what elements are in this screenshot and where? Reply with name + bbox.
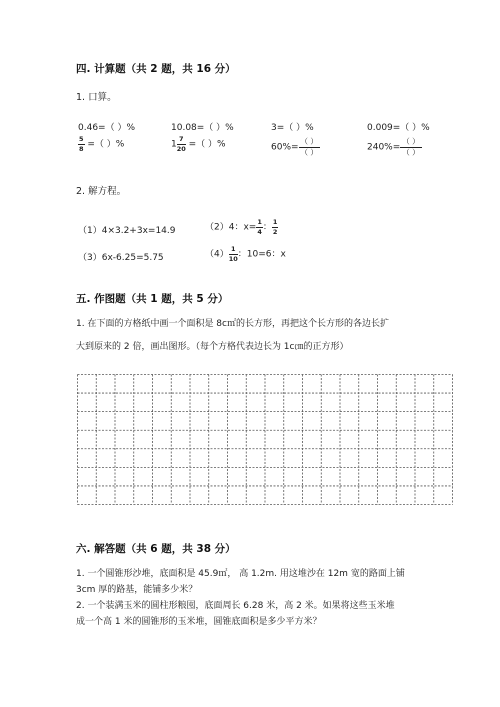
fraction: $\frac{1}{10}$ [228, 245, 238, 263]
oral-calc-item: 1 $\frac{7}{20}$ =（ ）% [171, 135, 226, 153]
fraction: $\frac{5}{8}$ [79, 135, 84, 153]
word-problem-line: 1. 一个圆锥形沙堆，底面积是 45.9㎡， 高 1.2m. 用这堆沙在 12m 宽的路面上铺 [76, 569, 405, 579]
equation-1: （1）4×3.2+3x=14.9 [78, 226, 176, 236]
drawing-question-line: 1. 在下面的方格纸中画一个面积是 8c㎡的长方形，再把这个长方形的各边长扩 [76, 319, 389, 329]
fraction: $\frac{1}{2}$ [272, 218, 278, 236]
equation-3: （3）6x-6.25=5.75 [78, 253, 164, 263]
oral-calc-item: 60%= $\frac{( )}{( )}$ [271, 137, 318, 157]
q1-label: 1. 口算。 [76, 92, 117, 103]
section5-title: 五. 作图题（共 1 题，共 5 分） [76, 293, 229, 305]
equation-4: （4） $\frac{1}{10}$ ：10=6：x [205, 245, 286, 263]
word-problem-line: 成一个高 1 米的圆锥形的玉米堆，圆锥底面积是多少平方米？ [76, 617, 322, 627]
equation-2: （2）4：x= $\frac{1}{4}$ ： $\frac{1}{2}$ [205, 218, 278, 236]
fraction: $\frac{1}{4}$ [257, 218, 262, 236]
oral-calc-item: 0.46=（ ）% [78, 123, 135, 133]
square-grid-paper[interactable] [77, 374, 453, 505]
oral-calc-item: 240%= $\frac{( )}{( )}$ [367, 137, 420, 157]
word-problem-line: 2. 一个装满玉米的圆柱形粮囤，底面周长 6.28 米，高 2 米。如果将这些玉米堆 [76, 601, 395, 611]
word-problem-line: 3cm 厚的路基，能铺多少米？ [76, 585, 198, 595]
blank-fraction: $\frac{( )}{( )}$ [402, 137, 420, 157]
section6-title: 六. 解答题（共 6 题，共 38 分） [76, 543, 236, 555]
drawing-question-line: 大到原来的 2 倍，画出图形。（每个方格代表边长为 1c㎝的正方形） [76, 342, 349, 352]
oral-calc-item: $\frac{5}{8}$ =（ ）% [79, 135, 125, 153]
oral-calc-item: 10.08=（ ）% [171, 123, 234, 133]
oral-calc-item: 3=（ ）% [271, 123, 314, 133]
oral-calc-item: 0.009=（ ）% [367, 123, 430, 133]
fraction: $\frac{7}{20}$ [176, 135, 186, 153]
section4-title: 四. 计算题（共 2 题，共 16 分） [76, 63, 236, 75]
blank-fraction: $\frac{( )}{( )}$ [300, 137, 318, 157]
q2-label: 2. 解方程。 [76, 186, 127, 197]
